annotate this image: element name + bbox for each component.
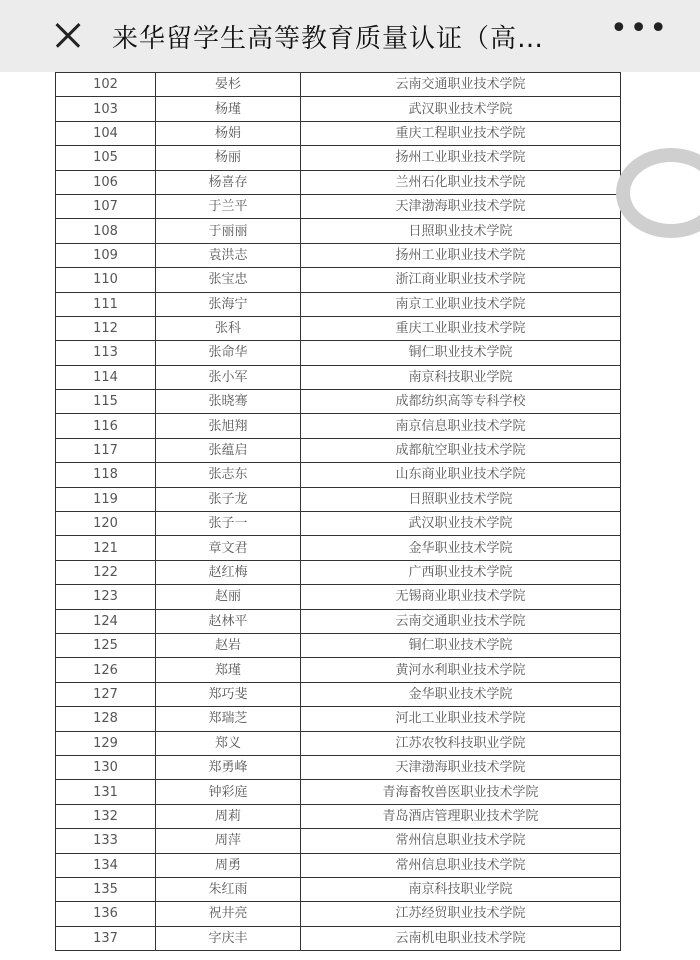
- person-name-cell: 张旭翔: [156, 414, 301, 438]
- table-row: [56, 219, 621, 243]
- row-number-cell: 129: [56, 731, 156, 755]
- row-number-cell: 128: [56, 707, 156, 731]
- row-number-cell: 136: [56, 902, 156, 926]
- row-number-cell: 122: [56, 560, 156, 584]
- school-name-cell: 铜仁职业技术学院: [301, 341, 621, 365]
- row-number-cell: 120: [56, 512, 156, 536]
- table-row: [56, 536, 621, 560]
- table-row: [56, 194, 621, 218]
- person-name-cell: 杨喜存: [156, 170, 301, 194]
- table-row: [56, 121, 621, 145]
- more-options-icon[interactable]: •••: [610, 11, 670, 46]
- person-name-cell: 赵林平: [156, 609, 301, 633]
- table-row: [56, 341, 621, 365]
- table-row: [56, 755, 621, 779]
- person-name-cell: 周萍: [156, 829, 301, 853]
- close-icon[interactable]: [50, 18, 86, 54]
- person-name-cell: 于兰平: [156, 194, 301, 218]
- row-number-cell: 114: [56, 365, 156, 389]
- school-name-cell: 常州信息职业技术学院: [301, 853, 621, 877]
- person-name-cell: 张蕴启: [156, 438, 301, 462]
- row-number-cell: 137: [56, 926, 156, 950]
- row-number-cell: 135: [56, 877, 156, 901]
- row-number-cell: 127: [56, 682, 156, 706]
- school-name-cell: 江苏农牧科技职业学院: [301, 731, 621, 755]
- person-name-cell: 郑义: [156, 731, 301, 755]
- school-name-cell: 云南交通职业技术学院: [301, 73, 621, 97]
- school-name-cell: 扬州工业职业技术学院: [301, 146, 621, 170]
- person-name-cell: 赵岩: [156, 633, 301, 657]
- row-number-cell: 102: [56, 73, 156, 97]
- row-number-cell: 133: [56, 829, 156, 853]
- table-row: [56, 780, 621, 804]
- person-name-cell: 周莉: [156, 804, 301, 828]
- table-row: [56, 316, 621, 340]
- school-name-cell: 常州信息职业技术学院: [301, 829, 621, 853]
- school-name-cell: 天津渤海职业技术学院: [301, 194, 621, 218]
- school-name-cell: 山东商业职业技术学院: [301, 463, 621, 487]
- table-row: [56, 365, 621, 389]
- table-row: [56, 902, 621, 926]
- row-number-cell: 107: [56, 194, 156, 218]
- school-name-cell: 黄河水利职业技术学院: [301, 658, 621, 682]
- table-row: [56, 707, 621, 731]
- app-header: [0, 0, 700, 72]
- person-name-cell: 杨瑾: [156, 97, 301, 121]
- person-name-cell: 于丽丽: [156, 219, 301, 243]
- school-name-cell: 铜仁职业技术学院: [301, 633, 621, 657]
- person-name-cell: 杨丽: [156, 146, 301, 170]
- table-row: [56, 633, 621, 657]
- row-number-cell: 113: [56, 341, 156, 365]
- table-row: [56, 731, 621, 755]
- table-row: [56, 487, 621, 511]
- row-number-cell: 125: [56, 633, 156, 657]
- person-name-cell: 张晓骞: [156, 390, 301, 414]
- school-name-cell: 重庆工业职业技术学院: [301, 316, 621, 340]
- person-name-cell: 张子一: [156, 512, 301, 536]
- school-name-cell: 浙江商业职业技术学院: [301, 268, 621, 292]
- table-row: [56, 512, 621, 536]
- row-number-cell: 106: [56, 170, 156, 194]
- table-row: [56, 829, 621, 853]
- row-number-cell: 105: [56, 146, 156, 170]
- school-name-cell: 青岛酒店管理职业技术学院: [301, 804, 621, 828]
- row-number-cell: 119: [56, 487, 156, 511]
- person-name-cell: 字庆丰: [156, 926, 301, 950]
- person-name-cell: 赵红梅: [156, 560, 301, 584]
- person-name-cell: 袁洪志: [156, 243, 301, 267]
- row-number-cell: 103: [56, 97, 156, 121]
- person-name-cell: 赵丽: [156, 585, 301, 609]
- school-name-cell: 成都纺织高等专科学校: [301, 390, 621, 414]
- person-name-cell: 张子龙: [156, 487, 301, 511]
- table-row: [56, 97, 621, 121]
- school-name-cell: 南京科技职业学院: [301, 365, 621, 389]
- school-name-cell: 广西职业技术学院: [301, 560, 621, 584]
- school-name-cell: 河北工业职业技术学院: [301, 707, 621, 731]
- person-name-cell: 祝井亮: [156, 902, 301, 926]
- person-name-cell: 郑勇峰: [156, 755, 301, 779]
- table-row: [56, 170, 621, 194]
- table-row: [56, 390, 621, 414]
- school-name-cell: 武汉职业技术学院: [301, 97, 621, 121]
- table-row: [56, 243, 621, 267]
- table-row: [56, 268, 621, 292]
- school-name-cell: 无锡商业职业技术学院: [301, 585, 621, 609]
- school-name-cell: 江苏经贸职业技术学院: [301, 902, 621, 926]
- school-name-cell: 金华职业技术学院: [301, 682, 621, 706]
- person-name-cell: 杨娟: [156, 121, 301, 145]
- school-name-cell: 云南交通职业技术学院: [301, 609, 621, 633]
- school-name-cell: 日照职业技术学院: [301, 487, 621, 511]
- table-row: [56, 463, 621, 487]
- person-name-cell: 郑巧斐: [156, 682, 301, 706]
- table-row: [56, 146, 621, 170]
- row-number-cell: 111: [56, 292, 156, 316]
- table-row: [56, 585, 621, 609]
- row-number-cell: 112: [56, 316, 156, 340]
- person-name-cell: 张小军: [156, 365, 301, 389]
- person-name-cell: 章文君: [156, 536, 301, 560]
- person-name-cell: 张命华: [156, 341, 301, 365]
- row-number-cell: 109: [56, 243, 156, 267]
- table-row: [56, 73, 621, 97]
- row-number-cell: 104: [56, 121, 156, 145]
- table-row: [56, 804, 621, 828]
- row-number-cell: 110: [56, 268, 156, 292]
- row-number-cell: 116: [56, 414, 156, 438]
- table-row: [56, 414, 621, 438]
- person-name-cell: 钟彩庭: [156, 780, 301, 804]
- person-name-cell: 郑瑾: [156, 658, 301, 682]
- school-name-cell: 天津渤海职业技术学院: [301, 755, 621, 779]
- table-body: [56, 73, 621, 951]
- school-name-cell: 南京信息职业技术学院: [301, 414, 621, 438]
- row-number-cell: 123: [56, 585, 156, 609]
- table-row: [56, 438, 621, 462]
- school-name-cell: 重庆工程职业技术学院: [301, 121, 621, 145]
- row-number-cell: 130: [56, 755, 156, 779]
- school-name-cell: 兰州石化职业技术学院: [301, 170, 621, 194]
- row-number-cell: 117: [56, 438, 156, 462]
- row-number-cell: 134: [56, 853, 156, 877]
- person-name-cell: 朱红雨: [156, 877, 301, 901]
- school-name-cell: 扬州工业职业技术学院: [301, 243, 621, 267]
- page-title: 来华留学生高等教育质量认证（高…: [112, 23, 545, 54]
- row-number-cell: 126: [56, 658, 156, 682]
- table-row: [56, 926, 621, 950]
- row-number-cell: 121: [56, 536, 156, 560]
- table-row: [56, 853, 621, 877]
- school-name-cell: 武汉职业技术学院: [301, 512, 621, 536]
- school-name-cell: 青海畜牧兽医职业技术学院: [301, 780, 621, 804]
- person-name-cell: 张志东: [156, 463, 301, 487]
- table-row: [56, 609, 621, 633]
- results-table: [55, 72, 621, 951]
- row-number-cell: 131: [56, 780, 156, 804]
- table-row: [56, 292, 621, 316]
- table-row: [56, 658, 621, 682]
- person-name-cell: 张科: [156, 316, 301, 340]
- table-row: [56, 877, 621, 901]
- person-name-cell: 张宝忠: [156, 268, 301, 292]
- school-name-cell: 日照职业技术学院: [301, 219, 621, 243]
- school-name-cell: 南京科技职业学院: [301, 877, 621, 901]
- person-name-cell: 晏杉: [156, 73, 301, 97]
- row-number-cell: 132: [56, 804, 156, 828]
- table-row: [56, 682, 621, 706]
- school-name-cell: 成都航空职业技术学院: [301, 438, 621, 462]
- person-name-cell: 张海宁: [156, 292, 301, 316]
- person-name-cell: 周勇: [156, 853, 301, 877]
- floating-scroll-handle[interactable]: [616, 148, 700, 238]
- row-number-cell: 124: [56, 609, 156, 633]
- school-name-cell: 云南机电职业技术学院: [301, 926, 621, 950]
- person-name-cell: 郑瑞芝: [156, 707, 301, 731]
- row-number-cell: 115: [56, 390, 156, 414]
- school-name-cell: 南京工业职业技术学院: [301, 292, 621, 316]
- row-number-cell: 108: [56, 219, 156, 243]
- row-number-cell: 118: [56, 463, 156, 487]
- school-name-cell: 金华职业技术学院: [301, 536, 621, 560]
- results-table-container[interactable]: [55, 72, 620, 951]
- table-row: [56, 560, 621, 584]
